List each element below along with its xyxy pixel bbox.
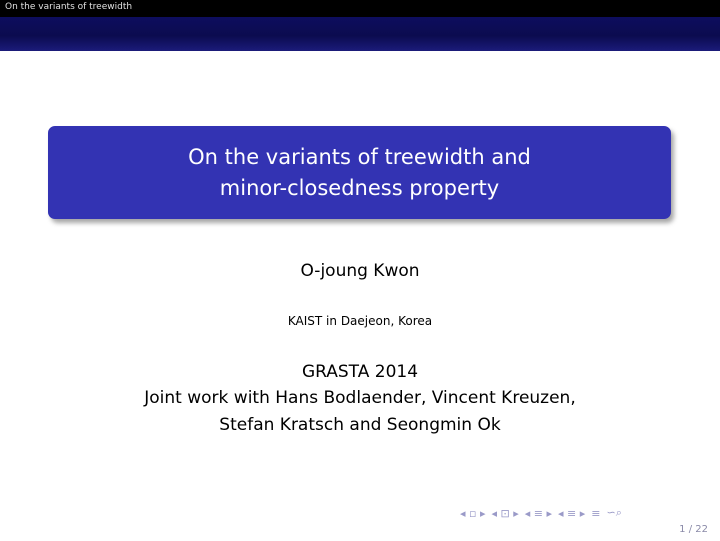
navigation-bar [460, 506, 622, 520]
author-name: O-joung Kwon [300, 261, 420, 281]
nav-search-icon[interactable]: ∽⌕ [606, 506, 622, 519]
nav-first-frame-icon[interactable]: ◂ ▫ ▸ [460, 506, 486, 520]
nav-next-frame-icon[interactable]: ◂ ≡ ▸ [524, 506, 553, 520]
header-title: On the variants of treewidth [5, 2, 133, 12]
slide-title-line-1: On the variants of treewidth and [188, 144, 531, 169]
slide-title-line-2: minor-closedness property [219, 175, 500, 200]
header-band [0, 17, 720, 51]
event-name: GRASTA 2014 [301, 362, 419, 382]
institute: KAIST in Daejeon, Korea [287, 314, 433, 328]
nav-align-icon[interactable]: ≡ [591, 506, 601, 520]
nav-last-frame-icon[interactable]: ◂ ≡ ▸ [558, 506, 586, 520]
collaboration-line-2: Stefan Kratsch and Seongmin Ok [219, 415, 501, 435]
title-box [48, 126, 671, 219]
collaboration-line-1: Joint work with Hans Bodlaender, Vincent Kreuzen, [144, 388, 576, 408]
header-bar [0, 0, 720, 17]
nav-prev-frame-icon[interactable]: ◂ ⊡ ▸ [491, 506, 519, 520]
page-number: 1 / 22 [679, 524, 708, 535]
